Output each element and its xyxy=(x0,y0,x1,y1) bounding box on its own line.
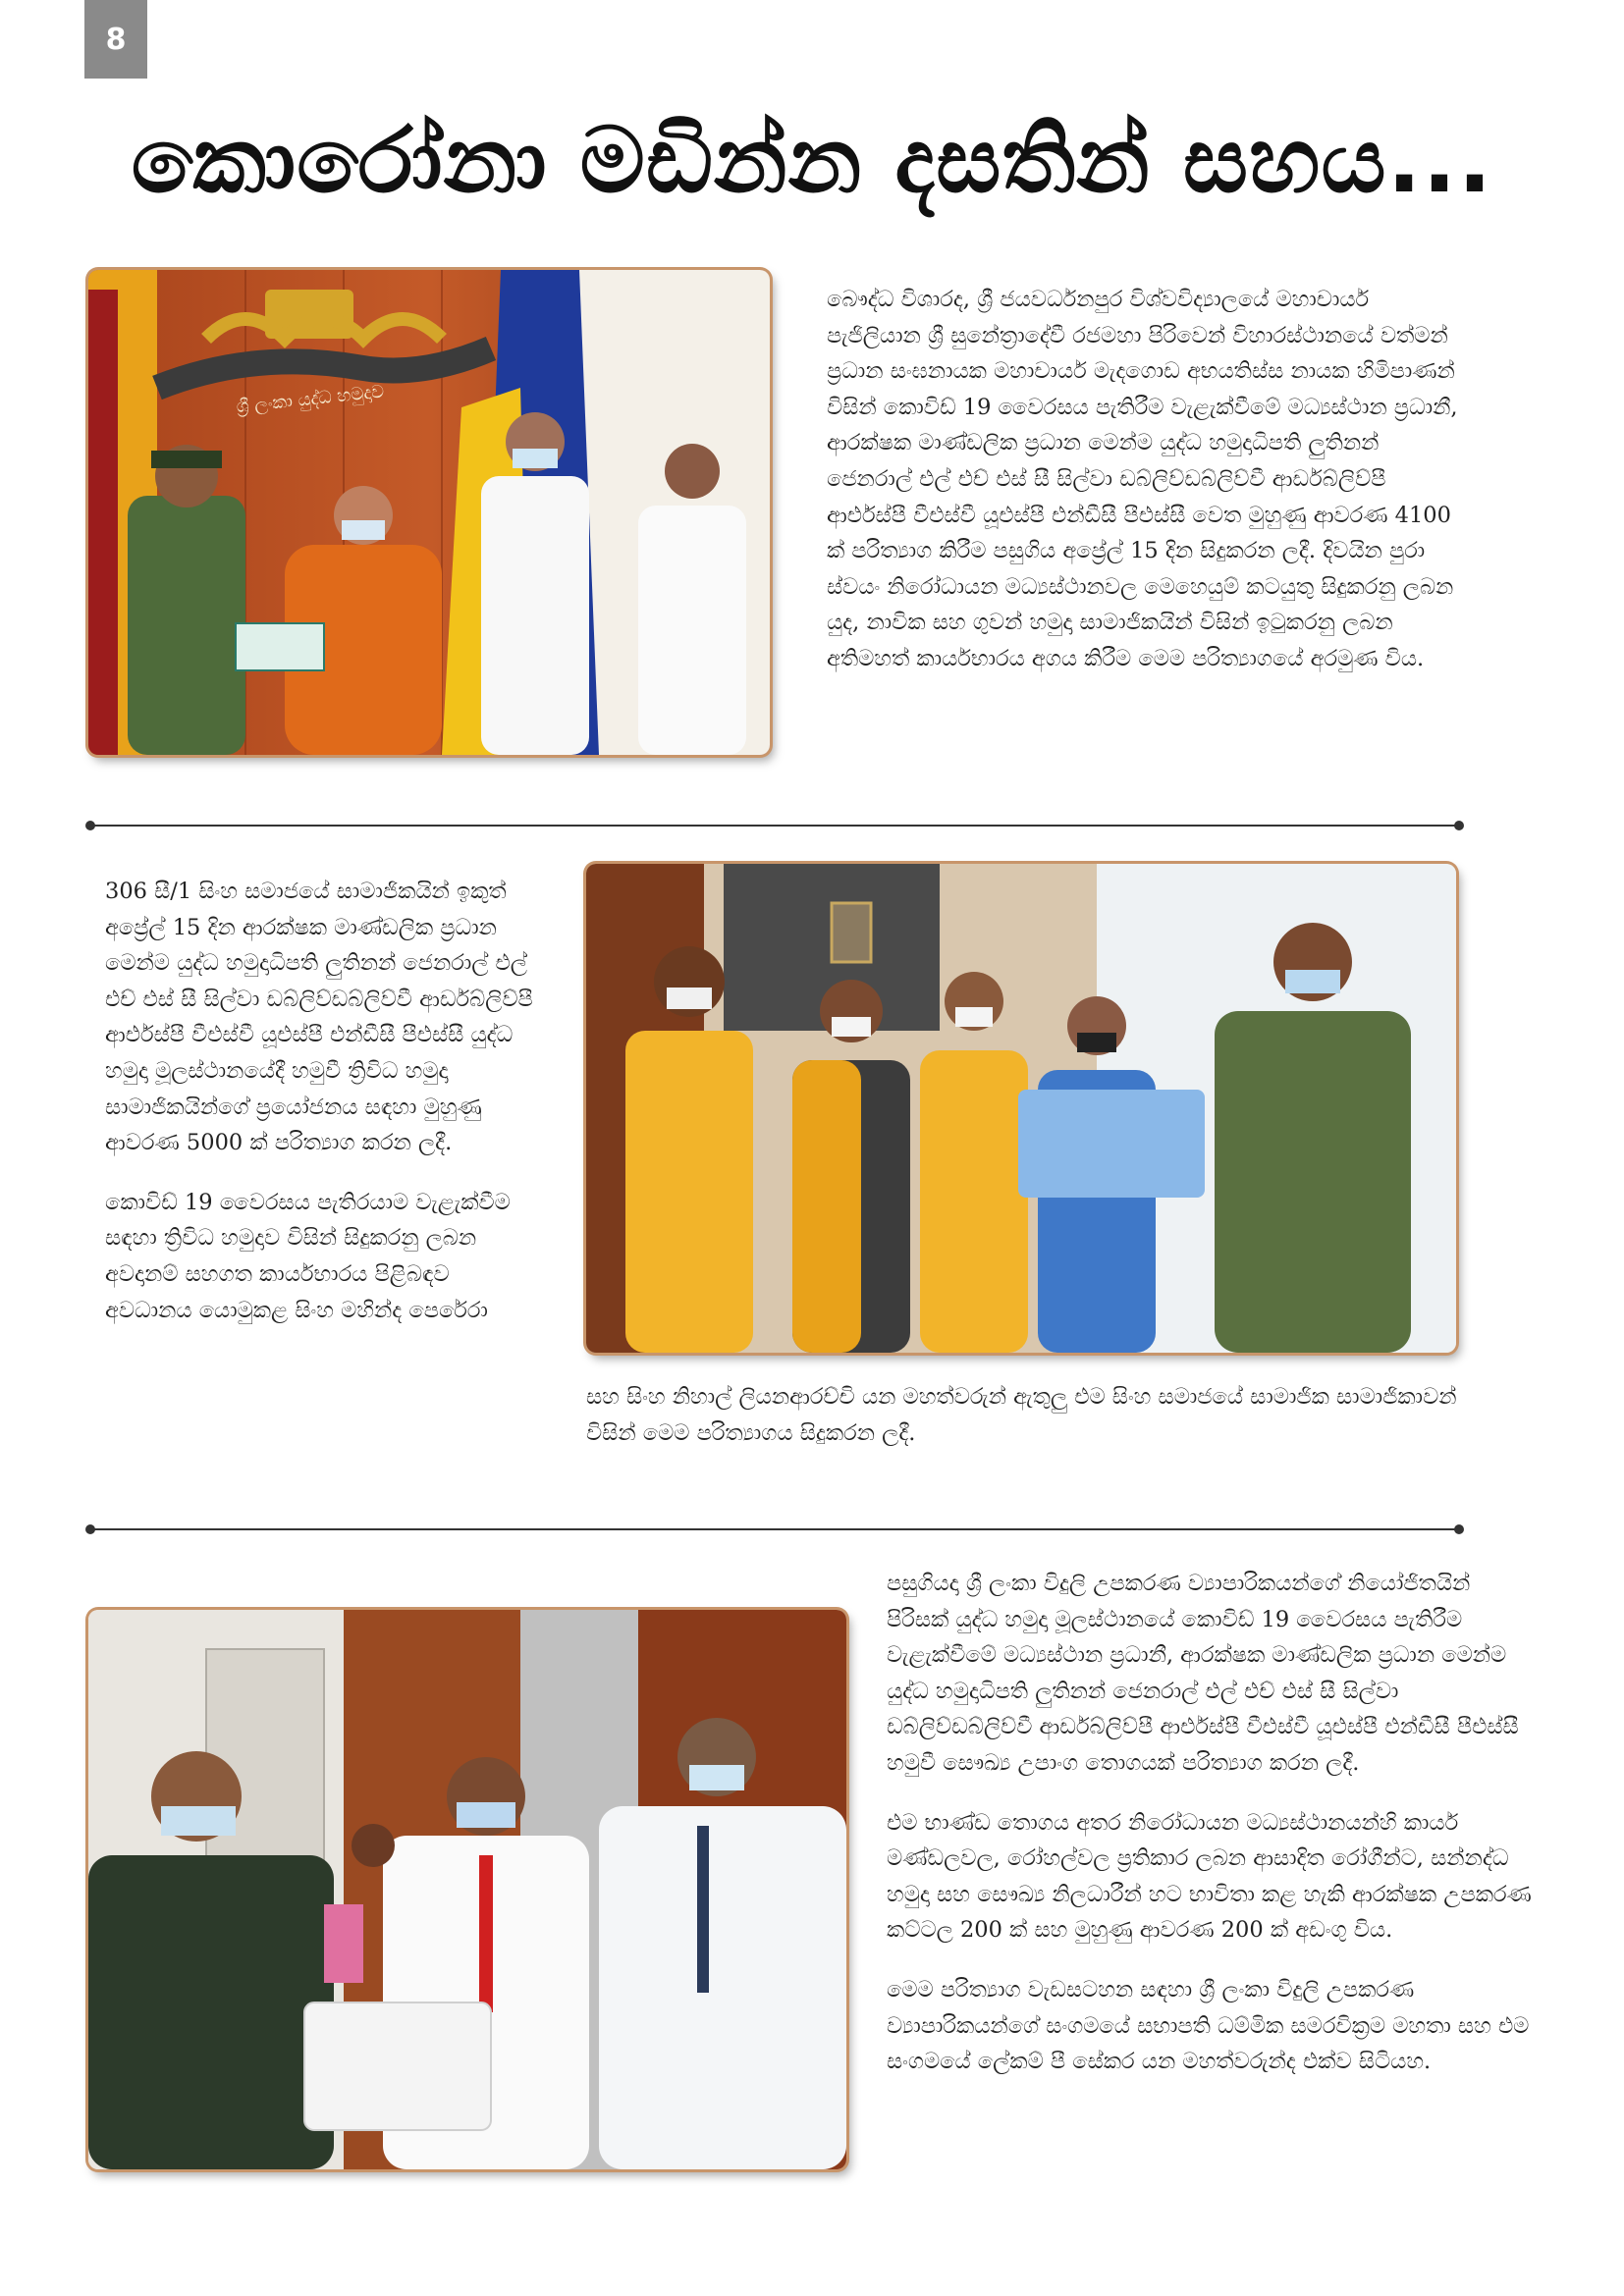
story1-paragraph: බෞද්ධ විශාරද, ශ්‍රී ජයවර්ධනපුර විශ්වවිද්‍යාලයේ මහාචාර්ය පැජිලියාන ශ්‍රී සුනේත්‍රාදේවී රජමහා පිරිවෙන් විහාරස්ථානයේ වත්මන් ප්‍රධාන සංඝනායක මහාචාර්ය මැදගොඩ අභයතිස්ස නායක හිමිපාණන් විසින් කොවිඩ් 19 වෛරසය පැතිරීම වැළැක්වීමේ මධ්‍යස්ථාන ප්‍රධානී, ආරක්ෂක මාණ්ඩලික ප්‍රධාන මෙන්ම යුද්ධ හමුදාධිපති ලුතිනන් ජෙනරාල් එල් එච් එස් සී සිල්වා ඩබ්ලිව්ඩබ්ලිව්වී ආර්ඩබ්ලිව්පී ආර්එස්පී වීඑස්වී යූඑස්පී එන්ඩීසී පීඑස්සී වෙත මුහුණු ආවරණ 4100 ක් පරිත්‍යාග කිරීම පසුගිය අප්‍රේල් 15 දින සිදුකරන ලදී. දිවයින පුරා ස්වයං නිරෝධායන මධ්‍යස්ථානවල මෙහෙයුම් කටයුතු සිදුකරනු ලබන යුද, නාවික සහ ගුවන් හමුදා සාමාජිකයින් විසින් ඉටුකරනු ලබන අතිමහත් කාර්යභාරය අගය කිරීම මෙම පරිත්‍යාගයේ අරමුණ විය. xyxy=(827,287,1458,671)
story3-paragraph-3: මෙම පරිත්‍යාග වැඩසටහන සඳහා ශ්‍රී ලංකා විදුලි උපකරණ ව්‍යාපාරිකයන්ගේ සංගමයේ සභාපති ධම්මික සමරවික්‍රම මහතා සහ එම සංගමයේ ලේකම් පී සේකර යන මහත්වරුන්ද එක්ව සිටියහ. xyxy=(887,1976,1530,2075)
photo-lions-club-image xyxy=(586,864,1456,1353)
photo-monk-donation xyxy=(88,270,770,755)
photo-lions-club-donation xyxy=(586,864,1456,1353)
story3-body xyxy=(887,1566,1535,2104)
story2-left-column xyxy=(105,874,535,1352)
story2-paragraph-2: කොවිඩ් 19 වෛරසය පැතිරයාම වැළැක්වීම සඳහා ත්‍රිවිධ හමුදාව විසින් සිදුකරනු ලබන අවදානම් සහගත කාර්යභාරය පිළිබඳව අවධානය යොමුකළ සිංහ මහින්ද පෙරේරා xyxy=(105,1189,511,1323)
story2-paragraph-3: සහ සිංහ නිහාල් ලියනආරච්චි යන මහත්වරුන් ඇතුලු එම සිංහ සමාජයේ සාමාජික සාමාජිකාවන් විසින් මෙම පරිත්‍යාගය සිදුකරන ලදී. xyxy=(586,1384,1457,1446)
page-number-badge: 8 xyxy=(84,0,147,79)
photo-monk-donation-image xyxy=(88,270,770,755)
photo-electrical-donation xyxy=(88,1610,846,2169)
page-headline: කොරෝනා මඩින්න දසතින් සහය... xyxy=(131,108,1493,213)
section-divider-2 xyxy=(90,1528,1459,1530)
story3-paragraph-1: පසුගියදා ශ්‍රී ලංකා විදුලි උපකරණ ව්‍යාපාරිකයන්ගේ නියෝජිතයින් පිරිසක් යුද්ධ හමුදා මූලස්ථානයේ කොවිඩ් 19 වෛරසය පැතිරීම වැළැක්වීමේ මධ්‍යස්ථාන ප්‍රධානී, ආරක්ෂක මාණ්ඩලික ප්‍රධාන මෙන්ම යුද්ධ හමුදාධිපති ලුතිනන් ජෙනරාල් එල් එච් එස් සී සිල්වා ඩබ්ලිව්ඩබ්ලිව්වී ආර්ඩබ්ලිව්පී ආර්එස්පී වීඑස්වී යූඑස්පී එන්ඩීසී පීඑස්සී හමුවී සෞඛ්‍ය උපාංග තොගයක් පරිත්‍යාග කරන ලදී. xyxy=(887,1571,1519,1776)
story1-body xyxy=(827,282,1463,701)
army-banner-text: ශ්‍රී ලංකා යුද්ධ හමුදාව xyxy=(235,381,386,418)
story3-paragraph-2: එම භාණ්ඩ තොගය අතර නිරෝධායන මධ්‍යස්ථානයන්හි කාර්ය මණ්ඩලවල, රෝහල්වල ප්‍රතිකාර ලබන ආසාදිත රෝගීන්ට, සන්නද්ධ හමුදා සහ සෞඛ්‍ය නිලධාරීන් හට භාවිතා කළ හැකි ආරක්ෂක උපකරණ කට්ටල 200 ක් සහ මුහුණු ආවරණ 200 ක් අඩංගු විය. xyxy=(887,1809,1532,1944)
photo-electrical-image xyxy=(88,1610,846,2169)
section-divider-1 xyxy=(90,825,1459,827)
story2-paragraph-1: 306 සී/1 සිංහ සමාජයේ සාමාජිකයින් ඉකුත් අප්‍රේල් 15 දින ආරක්ෂක මාණ්ඩලික ප්‍රධාන මෙන්ම යුද්ධ හමුදාධිපති ලුතිනන් ජෙනරාල් එල් එච් එස් සී සිල්වා ඩබ්ලිව්ඩබ්ලිව්වී ආර්ඩබ්ලිව්පී ආර්එස්පී වීඑස්වී යූඑස්පී එන්ඩීසී පීඑස්සී යුද්ධ හමුදා මූලස්ථානයේදී හමුවී ත්‍රිවිධ හමුදා සාමාජිකයින්ගේ ප්‍රයෝජනය සඳහා මුහුණු ආවරණ 5000 ක් පරිත්‍යාග කරන ලදී. xyxy=(105,879,533,1156)
story2-caption-continued xyxy=(586,1379,1470,1474)
